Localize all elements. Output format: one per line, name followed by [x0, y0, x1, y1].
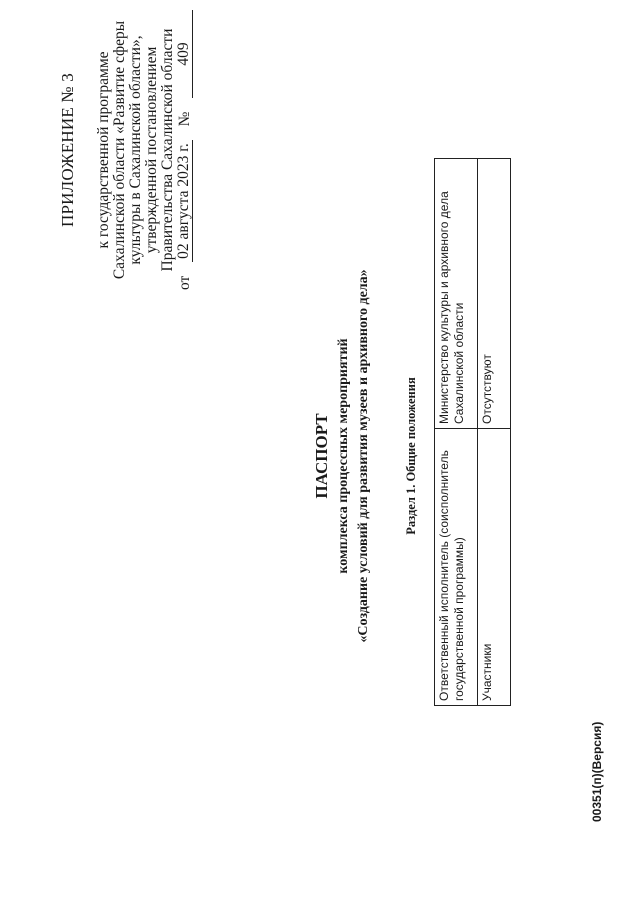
appendix-block [60, 10, 193, 290]
table-cell-value: Отсутствуют [478, 159, 511, 429]
page-subtitle: комплекса процессных мероприятий [336, 338, 351, 574]
table-cell-label: Ответственный исполнитель (соисполнитель государственной программы) [435, 429, 478, 706]
date-prefix: от [176, 275, 193, 290]
approval-number: 409 [176, 10, 193, 98]
appendix-title: ПРИЛОЖЕНИЕ № 3 [58, 73, 77, 227]
appendix-line: к государственной программе [95, 51, 112, 249]
section-title: Раздел 1. Общие положения [404, 377, 418, 535]
program-name: «Создание условий для развития музеев и архивного дела» [356, 269, 371, 643]
table-row [478, 159, 511, 706]
document-code: 00351(п)(Версия) [590, 721, 604, 822]
page-title: ПАСПОРТ [312, 413, 331, 499]
appendix-date-line [176, 10, 193, 290]
appendix-line: Правительства Сахалинской области [159, 28, 176, 272]
table-row [435, 159, 478, 706]
approval-date: 02 августа 2023 г. [176, 140, 193, 262]
appendix-line: культуры в Сахалинской области», [127, 35, 144, 265]
number-prefix: № [176, 111, 193, 127]
table-cell-value: Министерство культуры и архивного дела Сахалинской области [435, 159, 478, 429]
general-provisions-table [434, 158, 511, 706]
appendix-line: утвержденной постановлением [143, 46, 160, 254]
appendix-line: Сахалинской области «Развитие сферы [111, 20, 128, 280]
table-cell-label: Участники [478, 429, 511, 706]
